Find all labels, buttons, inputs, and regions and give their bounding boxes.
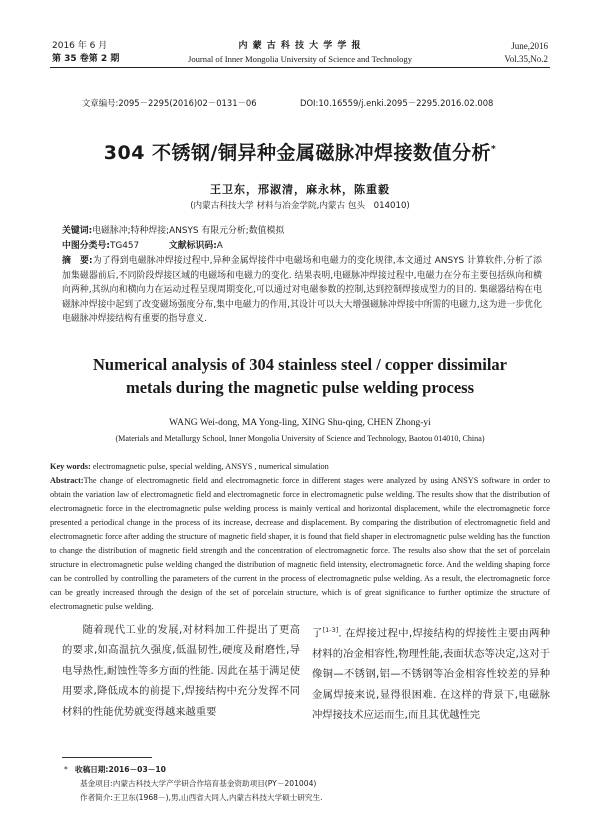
keywords-en: [50, 460, 550, 474]
footnote-mark: *: [64, 765, 68, 774]
affiliation-cn: (内蒙古科技大学 材料与冶金学院,内蒙古 包头 014010): [190, 201, 410, 211]
header-month-en: June,2016: [511, 41, 548, 51]
header-issue-date: 2016 年 6 月: [52, 41, 108, 51]
abstract-en-label: Abstract:: [50, 476, 84, 485]
footnote-received-text: 收稿日期:2016－03－10: [75, 765, 166, 774]
doc-code-value: A: [216, 241, 223, 251]
body-right-column: [312, 620, 550, 725]
abstract-en: [50, 474, 550, 614]
body-right-text: . 在焊接过程中,焊接结构的焊接性主要由两种材料的冶金相容性,物理性能,表面状态等决定,这对于像铜—不锈钢,铝—不锈钢等冶金相容性较差的异种金属焊接来说,显得很困难. 在这样的背景下,电磁脉冲焊接技术应运而生,而且其优越性完: [312, 627, 550, 722]
footnote-fund: 基金项目:内蒙古科技大学产学研合作培育基金资助项目(PY－201004): [80, 779, 317, 788]
classification-value: TG457: [109, 241, 140, 251]
header-vol-en: Vol.35,No.2: [504, 54, 548, 64]
abstract-en-text: The change of electromagnetic field and electromagnetic force in different stages were analyzed by using ANSYS software in order to obtain the variation law of electromagnetic field and electromagnetic force in electromagnetic pulse welding. The results show that the distribution of electromagnetic force in the electromagnetic pulse welding process is mainly vertical and horizontal displacement, while the electromagnetic force presented a periodical change in the process of its increase, decrease and displacement. By comparing the distribution of electromagnetic field and electromagnetic force after adding the structure of magnetic field shaper, it is found that field shaper in electromagnetic pulse welding has the function to change the distribution of magnetic field strength and the concentration of electromagnetic force. The results also show that the set of porcelain structure in electromagnetic pulse welding changed the distribution of magnetic field intensity, electromagnetic force. And the welding shaping force can be controlled by controlling the parameters of the current in the process of electromagnetic pulse welding. As a result, the electromagnetic force can be greatly increased through the design of the set of porcelain structure, which is of great significance to further optimize the structure of electromagnetic pulse welding.: [50, 476, 550, 611]
header-rule: [50, 67, 550, 68]
authors-cn: 王卫东，邢淑清，麻永林，陈重毅: [210, 183, 390, 196]
title-footnote-mark: *: [491, 144, 497, 155]
header-journal-cn: 内 蒙 古 科 技 大 学 学 报: [238, 41, 362, 51]
footnote-rule: [62, 757, 152, 758]
body-left-column: 随着现代工业的发展,对材料加工件提出了更高的要求,如高温抗久强度,低温韧性,硬度及耐磨性,导电导热性,耐蚀性等多方面的性能. 因此在基于满足使用要求,降低成本的前提下,焊接结构中充分发挥不同材料的性能优势就变得越来越重要: [62, 624, 300, 718]
classification-label: 中图分类号:: [62, 241, 110, 251]
title-en-line2: metals during the magnetic pulse welding process: [125, 378, 475, 397]
authors-en: WANG Wei-dong, MA Yong-ling, XING Shu-qing, CHEN Zhong-yi: [169, 418, 431, 428]
abstract-cn-label: 摘 要:: [62, 256, 93, 266]
title-cn: [0, 138, 600, 165]
keywords-cn: [62, 224, 542, 239]
keywords-cn-label: 关键词:: [62, 226, 93, 236]
body-ref-mark: [1-3]: [322, 626, 339, 634]
keywords-en-label: Key words:: [50, 462, 91, 471]
footnote-received: [64, 763, 166, 776]
keywords-cn-text: 电磁脉冲;特种焊接;ANSYS 有限元分析;数值模拟: [92, 226, 285, 236]
body-right-prefix: 了: [312, 627, 323, 640]
article-doi: DOI:10.16559/j.enki.2095－2295.2016.02.008: [300, 98, 494, 108]
header-volume: 第 35 卷第 2 期: [52, 54, 120, 64]
title-cn-text: 304 不锈钢/铜异种金属磁脉冲焊接数值分析: [103, 142, 491, 164]
article-number: 文章编号:2095－2295(2016)02－0131－06: [82, 98, 257, 108]
affiliation-en: (Materials and Metallurgy School, Inner Mongolia University of Science and Technology, Baotou 014010, China): [115, 434, 485, 443]
abstract-cn: [62, 254, 542, 327]
classification: [62, 239, 542, 254]
title-en-line1: Numerical analysis of 304 stainless steel / copper dissimilar: [92, 355, 507, 374]
header-journal-en: Journal of Inner Mongolia University of Science and Technology: [187, 54, 413, 64]
footnote-author: 作者简介:王卫东(1968－),男,山西省大同人,内蒙古科技大学硕士研究生.: [80, 793, 323, 802]
abstract-cn-text: 为了得到电磁脉冲焊接过程中,异种金属焊接件中电磁场和电磁力的变化规律,本文通过 ANSYS 计算软件,分析了添加集磁器前后,不同阶段焊接区域的电磁场和电磁力的变化. 结果表明,电磁脉冲焊接过程中,电磁力在分布主要包括纵向和横向两种,其纵向和横向力在运动过程呈现周期变化,可以通过对电磁参数的控制,达到控制焊接成型力的目的. 集磁器结构在电磁脉冲焊接中起到了改变磁场强度分布,集中电磁力的作用,其设计可以大大增强磁脉冲焊接中所需的电磁力,这为进一步优化电磁脉冲焊接结构有重要的指导意义.: [62, 256, 542, 325]
doc-code-label: 文献标识码:: [168, 241, 217, 251]
keywords-en-text: electromagnetic pulse, special welding, ANSYS , numerical simulation: [92, 462, 329, 471]
